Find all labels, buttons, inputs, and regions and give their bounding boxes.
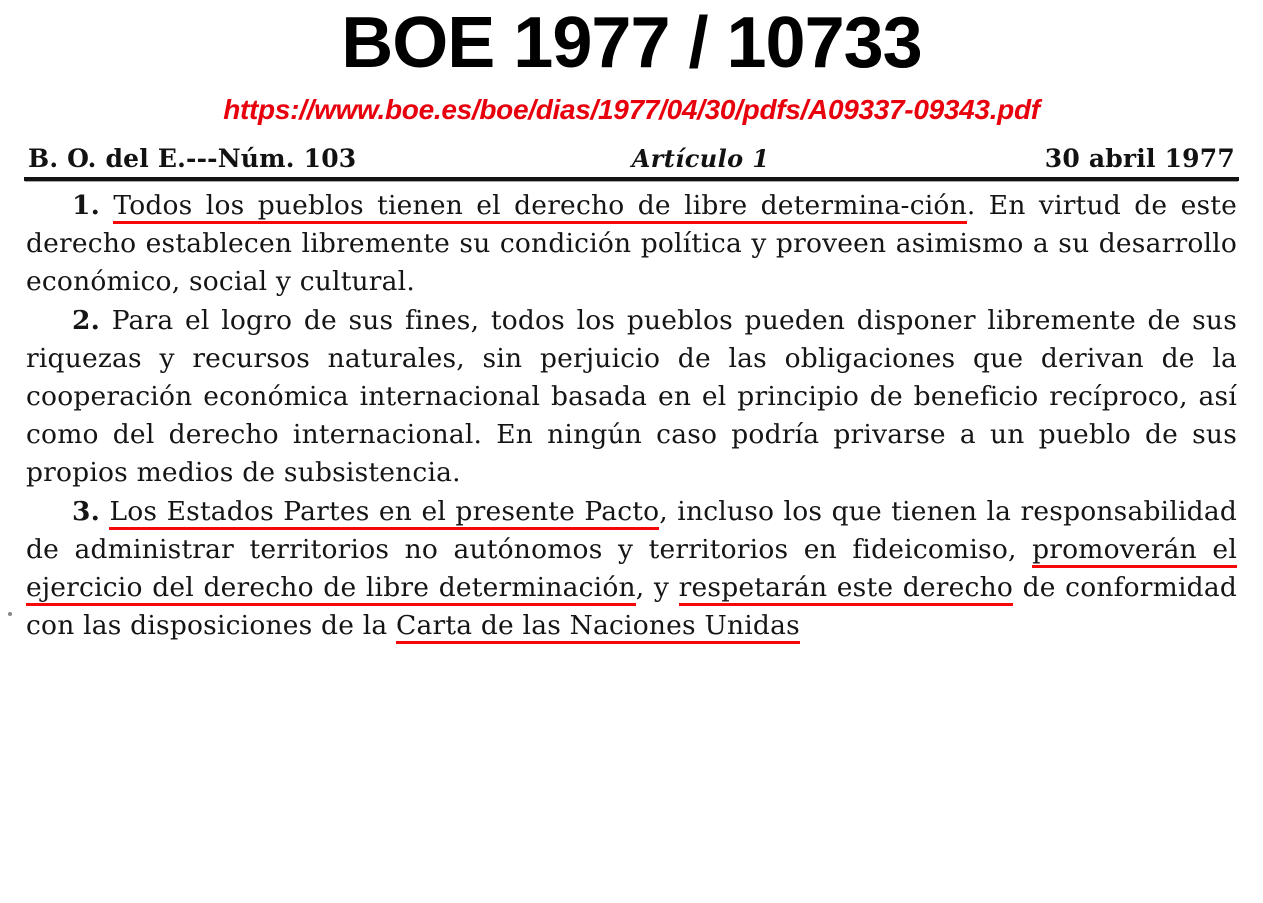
masthead — [22, 144, 1241, 177]
paragraph-1-underlined-lead: Todos los pueblos tienen el derecho de libre determina- — [113, 190, 909, 224]
paragraph-1-rest: . En virtud de este derecho establecen libremente su condición política y proveen asimismo a su desarrollo económico, social y cultural. — [26, 189, 1237, 297]
scan-artifact-dot — [8, 612, 12, 616]
paragraph-2 — [26, 302, 1237, 492]
paragraph-3-underlined-4: Carta de las Naciones Unidas — [396, 610, 800, 644]
document-body — [22, 187, 1241, 645]
paragraph-2-number: 2. — [72, 304, 101, 336]
masthead-issue: B. O. del E.---Núm. 103 — [28, 143, 357, 173]
paragraph-3-underlined-1: Los Estados Partes en el presente Pacto — [109, 496, 659, 530]
paragraph-3 — [26, 493, 1237, 645]
paragraph-1-underlined-tail: ción — [910, 190, 967, 224]
paragraph-3-underlined-3: respetarán este derecho — [679, 572, 1013, 606]
masthead-divider — [24, 177, 1239, 181]
paragraph-1-number: 1. — [72, 189, 101, 221]
paragraph-3-underlined-2: promoverán el ejercicio del derecho de libre determinación — [26, 534, 1237, 606]
paragraph-3-number: 3. — [72, 495, 101, 527]
source-url-text: https://www.boe.es/boe/dias/1977/04/30/pdfs/A09337-09343.pdf — [223, 93, 1040, 125]
paragraph-3-text-3: de conformidad con las disposiciones de la — [26, 571, 1237, 641]
scanned-document-region — [22, 144, 1241, 645]
paragraph-3-text-2: , y — [635, 571, 679, 603]
paragraph-1 — [26, 187, 1237, 301]
masthead-date: 30 abril 1977 — [1044, 143, 1235, 173]
paragraph-3-text-1: , incluso los que tienen la responsabilidad de administrar territorios no autónomos y territorios en fideicomiso, — [26, 495, 1237, 565]
masthead-article: Artículo 1 — [631, 143, 770, 173]
paragraph-2-text: Para el logro de sus fines, todos los pueblos pueden disponer libremente de sus riquezas y recursos naturales, sin perjuicio de las obligaciones que derivan de la cooperación económica internacional basada en el principio de beneficio recíproco, así como del derecho internacional. En ningún caso podría privarse a un pueblo de sus propios medios de subsistencia. — [26, 304, 1237, 488]
page-title: BOE 1977 / 10733 — [341, 3, 922, 83]
